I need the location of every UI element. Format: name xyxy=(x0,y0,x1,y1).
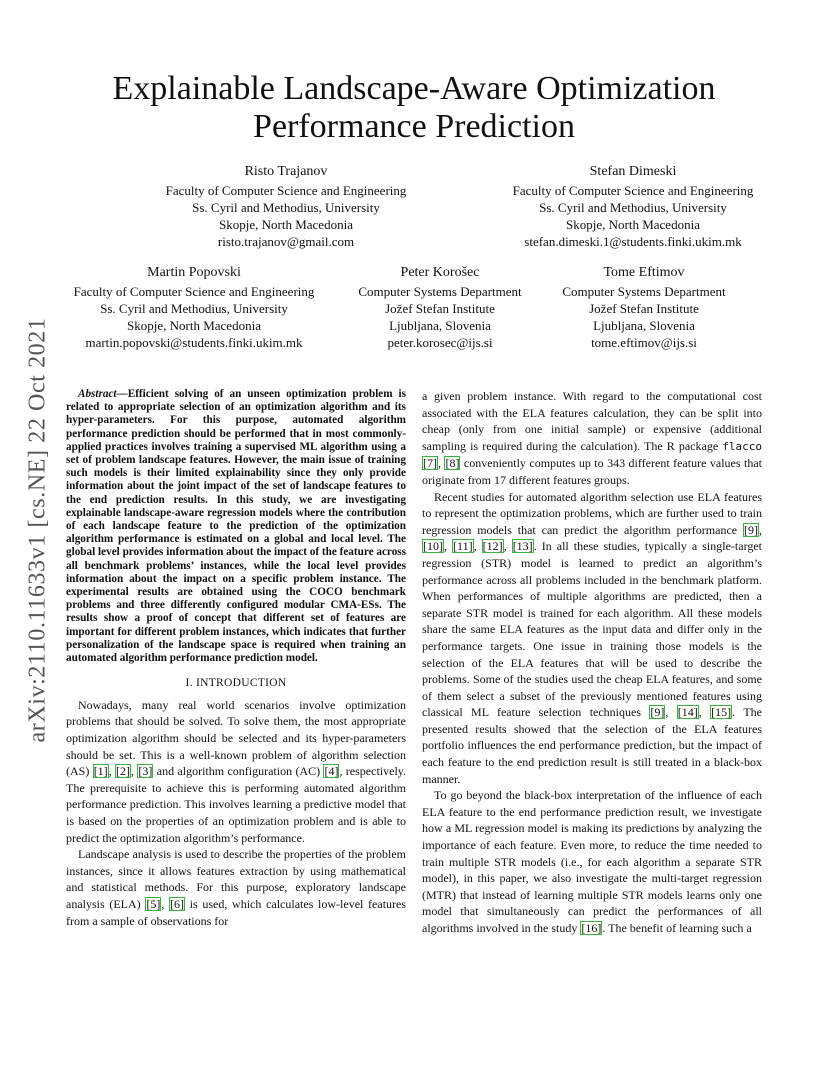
paragraph-text: . The presented results showed that the selection of the ELA features portfolio influences the end performance prediction, but the impact of each feature to the end prediction result is still treated in a black-box manner. xyxy=(422,705,762,786)
author-name: Stefan Dimeski xyxy=(589,164,677,179)
author-affiliation: Computer Systems Department xyxy=(562,284,726,299)
intro-paragraph-4 xyxy=(422,489,762,788)
author-email[interactable]: peter.korosec@ijs.si xyxy=(387,335,493,350)
author-location: Skopje, North Macedonia xyxy=(127,318,261,333)
paragraph-text: To go beyond the black-box interpretation of the influence of each ELA feature to the end performance prediction result, we investigate how a ML regression model is making its predictions by analyzing the importance of each feature. Even more, to reduce the time needed to train multiple STR models (i.e., for each algorithm a separate STR model), in this paper, we also investigate the multi-target regression (MTR) that instead of learning multiple STR models learns only one model that simultaneously can predict the performances of all algorithms involved in the study xyxy=(422,788,762,935)
code-flacco: flacco xyxy=(722,439,762,453)
author-location: Ljubljana, Slovenia xyxy=(593,318,695,333)
author-location: Ljubljana, Slovenia xyxy=(389,318,491,333)
author-institution: Ss. Cyril and Methodius, University xyxy=(539,200,727,215)
paragraph-text: . In all these studies, typically a single-target regression (STR) model is learned to predict an algorithm’s performance across all problems included in the benchmark platform. When performances of multiple algorithms are predicted, then a separate STR model is trained for each algorithm. All these models share the same ELA features as the input data and differ only in the performance targets. One issue in training those models is the selection of the ELA features that will be used to describe the problems. Some of the studies used the cheap ELA features, and some of them select a subset of the previously mentioned features using classical ML feature selection techniques xyxy=(422,539,763,720)
author-email[interactable]: risto.trajanov@gmail.com xyxy=(217,234,355,249)
separator: , xyxy=(108,764,116,779)
separator: , xyxy=(759,522,762,537)
author-affiliation: Faculty of Computer Science and Engineering xyxy=(73,284,315,299)
author-block-2 xyxy=(502,162,764,250)
paragraph-text: and algorithm configuration (AC) xyxy=(153,764,324,779)
arxiv-id: arXiv:2110.11633v1 [cs.NE] 22 Oct 2021 xyxy=(24,317,51,743)
author-affiliation: Computer Systems Department xyxy=(358,284,522,299)
separator: , xyxy=(503,539,512,554)
author-name: Risto Trajanov xyxy=(244,164,328,179)
citation-link[interactable]: [3] xyxy=(138,764,153,779)
paragraph-text: Nowadays, many real world scenarios involve optimization problems that should be solved. To solve them, the most appropriate optimization algorithm should be selected and its hyper-parameters should be set. This is a well-known problem of algorithm selection (AS) xyxy=(66,697,406,779)
author-block-5 xyxy=(552,263,736,351)
author-email[interactable]: martin.popovski@students.finki.ukim.mk xyxy=(85,335,303,350)
paragraph-text: , respectively. The prerequisite to achieve this is performing automated algorithm performance prediction. This involves learning a predictive model that is based on the properties of an optimization problem and is able to predict the optimization algorithm’s performance. xyxy=(66,764,406,845)
citation-link[interactable]: [1] xyxy=(93,764,108,779)
intro-paragraph-5 xyxy=(422,787,762,936)
paragraph-text: conveniently computes up to 343 different feature values that originate from 17 different features groups. xyxy=(422,456,762,487)
intro-paragraph-3 xyxy=(422,388,762,489)
author-name: Martin Popovski xyxy=(147,265,241,280)
author-location: Skopje, North Macedonia xyxy=(566,217,700,232)
paragraph-text: Recent studies for automated algorithm selection use ELA features to represent the optimization problems, which are further used to train regression models that can predict the algorithm performance xyxy=(422,489,762,537)
separator: , xyxy=(161,896,170,911)
separator: , xyxy=(665,705,677,720)
paragraph-text: Landscape analysis is used to describe the properties of the problem instances, since it allows features extraction by using mathematical and statistical methods. For this purpose, exploratory landscape analysis (ELA) xyxy=(66,847,406,911)
author-name: Tome Eftimov xyxy=(603,265,685,280)
section-title: INTRODUCTION xyxy=(196,677,287,690)
author-institution: Jožef Stefan Institute xyxy=(385,301,495,316)
paragraph-text: is used, which calculates low-level features from a sample of observations for xyxy=(66,896,407,928)
separator: , xyxy=(444,539,453,554)
abstract-label: Abstract xyxy=(78,388,117,400)
citation-link[interactable]: [9] xyxy=(744,522,758,537)
paper-title xyxy=(60,70,768,146)
intro-paragraph-2 xyxy=(66,846,406,929)
citation-link[interactable]: [8] xyxy=(445,456,460,471)
arxiv-stamp xyxy=(8,290,68,770)
citation-link[interactable]: [9] xyxy=(650,705,665,720)
citation-link[interactable]: [5] xyxy=(146,896,161,911)
citation-link[interactable]: [11] xyxy=(453,539,473,554)
author-email[interactable]: tome.eftimov@ijs.si xyxy=(591,335,697,350)
author-affiliation: Faculty of Computer Science and Engineering xyxy=(165,183,407,198)
author-block-3 xyxy=(62,263,326,351)
paragraph-text: a given problem instance. With regard to the computational cost associated with the ELA features calculation, they can be split into cheap (only from one initial sample) or expensive (additional sampling is required during the calculation). The R package xyxy=(422,389,762,453)
intro-paragraph-1 xyxy=(66,697,406,846)
citation-link[interactable]: [14] xyxy=(677,705,698,720)
separator: , xyxy=(131,764,138,779)
title-line-1: Explainable Landscape-Aware Optimization xyxy=(112,70,716,107)
citation-link[interactable]: [15] xyxy=(711,705,732,720)
citation-link[interactable]: [4] xyxy=(324,764,339,779)
author-email[interactable]: stefan.dimeski.1@students.finki.ukim.mk xyxy=(524,234,742,249)
abstract xyxy=(66,388,406,665)
separator: , xyxy=(698,705,711,720)
right-column xyxy=(422,388,762,937)
citation-link[interactable]: [6] xyxy=(170,896,185,911)
author-institution: Ss. Cyril and Methodius, University xyxy=(192,200,380,215)
left-column xyxy=(66,388,406,929)
citation-link[interactable]: [13] xyxy=(512,539,533,554)
separator: , xyxy=(438,456,445,471)
author-block-4 xyxy=(348,263,532,351)
section-heading-introduction xyxy=(66,675,406,692)
author-affiliation: Faculty of Computer Science and Engineering xyxy=(512,183,754,198)
citation-link[interactable]: [16] xyxy=(581,921,602,935)
author-institution: Jožef Stefan Institute xyxy=(589,301,699,316)
author-block-1 xyxy=(158,162,414,250)
author-institution: Ss. Cyril and Methodius, University xyxy=(100,301,288,316)
title-line-2: Performance Prediction xyxy=(253,108,575,145)
citation-link[interactable]: [10] xyxy=(423,539,443,554)
citation-link[interactable]: [7] xyxy=(423,456,437,471)
paragraph-text: . The benefit of learning such a xyxy=(602,921,752,935)
section-number: I. xyxy=(185,677,193,690)
citation-link[interactable]: [2] xyxy=(116,764,131,779)
author-location: Skopje, North Macedonia xyxy=(219,217,353,232)
author-name: Peter Korošec xyxy=(400,265,480,280)
citation-link[interactable]: [12] xyxy=(482,539,503,554)
abstract-text: —Efficient solving of an unseen optimization problem is related to appropriate selection of an optimization algorithm and its hyper-parameters. For this purpose, automated algorithm performance prediction should be performed that in most commonly-applied practices involves training a supervised ML algorithm using a set of problem landscape features. However, the main issue of training such models is their limited explainability since they only provide information about the joint impact of the set of landscape features to the end prediction results. In this study, we are investigating explainable landscape-aware regression models where the contribution of each landscape feature to the prediction of the optimization algorithm performance is estimated on a global and local level. The global level provides information about the impact of the feature across all benchmark problems’ instances, while the local level provides information about the impact on a specific problem instance. The experimental results are obtained using the COCO benchmark problems and three differently configured modular CMA-ESs. The results show a proof of concept that different set of features are important for different problem instances, which indicates that further personalization of the landscape space is required when training an automated algorithm performance prediction model. xyxy=(66,388,406,665)
separator: , xyxy=(473,539,482,554)
